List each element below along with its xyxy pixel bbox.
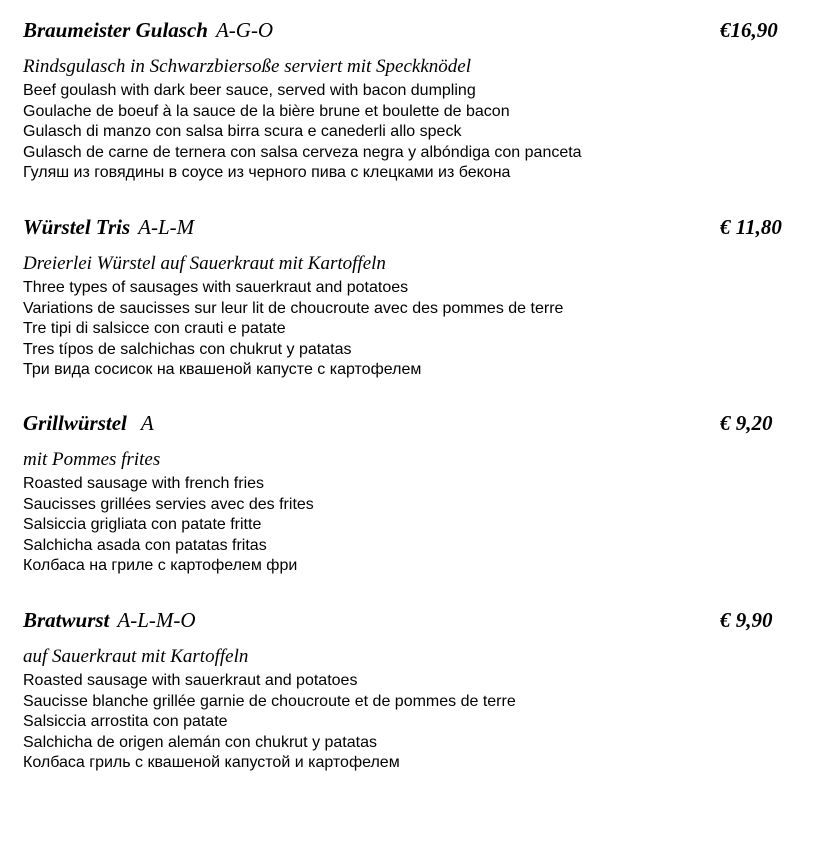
dish-allergens: A [140, 411, 154, 435]
dish-name-text: Grillwürstel [23, 411, 127, 435]
translation-en: Roasted sausage with sauerkraut and potatoes [23, 672, 358, 689]
dish-price: € 9,90 [720, 608, 773, 632]
translation-ru: Колбаса гриль с квашеной капустой и картофелем [23, 754, 400, 771]
dish-description-de: auf Sauerkraut mit Kartoffeln [23, 646, 249, 667]
translation-es: Gulasch de carne de ternera con salsa cerveza negra y albóndiga con panceta [23, 143, 582, 161]
menu-item-braumeister-gulasch [23, 0, 813, 190]
dish-allergens: A-L-M [138, 215, 195, 239]
dish-name [23, 411, 154, 436]
dish-price: € 11,80 [720, 215, 782, 239]
dish-translations [23, 474, 314, 577]
dish-allergens: A-L-M-O [117, 608, 196, 632]
dish-translations [23, 671, 516, 774]
translation-it: Salsiccia grigliata con patate fritte [23, 516, 262, 533]
menu-item-bratwurst [23, 590, 813, 780]
dish-description-de: Rindsgulasch in Schwarzbiersoße serviert mit Speckknödel [23, 56, 472, 77]
dish-description-de: Dreierlei Würstel auf Sauerkraut mit Kartoffeln [23, 253, 386, 274]
translation-fr: Goulache de boeuf à la sauce de la bière brune et boulette de bacon [23, 102, 510, 120]
translation-it: Gulasch di manzo con salsa birra scura e canederli allo speck [23, 123, 462, 140]
dish-name [23, 215, 194, 240]
translation-it: Tre tipi di salsicce con crauti e patate [23, 320, 286, 337]
dish-allergens: A-G-O [215, 18, 274, 42]
dish-name [23, 18, 273, 43]
dish-name-text: Bratwurst [23, 608, 110, 632]
translation-es: Salchicha asada con patatas fritas [23, 536, 267, 554]
translation-en: Roasted sausage with french fries [23, 475, 265, 492]
dish-name-text: Braumeister Gulasch [23, 18, 208, 42]
menu-item-grillwurstel [23, 393, 813, 583]
dish-price: €16,90 [720, 18, 778, 42]
translation-ru: Три вида сосисок на квашеной капусте с картофелем [23, 361, 422, 378]
translation-fr: Variations de saucisses sur leur lit de choucroute avec des pommes de terre [23, 299, 564, 317]
translation-fr: Saucisses grillées servies avec des frites [23, 495, 314, 513]
dish-translations [23, 278, 563, 381]
translation-es: Salchicha de origen alemán con chukrut y patatas [23, 733, 377, 751]
dish-name [23, 608, 196, 633]
dish-translations [23, 81, 582, 184]
translation-ru: Гуляш из говядины в соусе из черного пива с клецками из бекона [23, 164, 511, 181]
translation-fr: Saucisse blanche grillée garnie de choucroute et de pommes de terre [23, 692, 516, 710]
menu-item-wurstel-tris [23, 197, 813, 387]
translation-it: Salsiccia arrostita con patate [23, 713, 228, 730]
translation-ru: Колбаса на гриле с картофелем фри [23, 557, 298, 574]
translation-es: Tres típos de salchichas con chukrut y patatas [23, 340, 352, 358]
dish-price: € 9,20 [720, 411, 773, 435]
dish-name-text: Würstel Tris [23, 215, 131, 239]
translation-en: Beef goulash with dark beer sauce, served with bacon dumpling [23, 82, 476, 99]
translation-en: Three types of sausages with sauerkraut and potatoes [23, 279, 409, 296]
dish-description-de: mit Pommes frites [23, 449, 161, 470]
